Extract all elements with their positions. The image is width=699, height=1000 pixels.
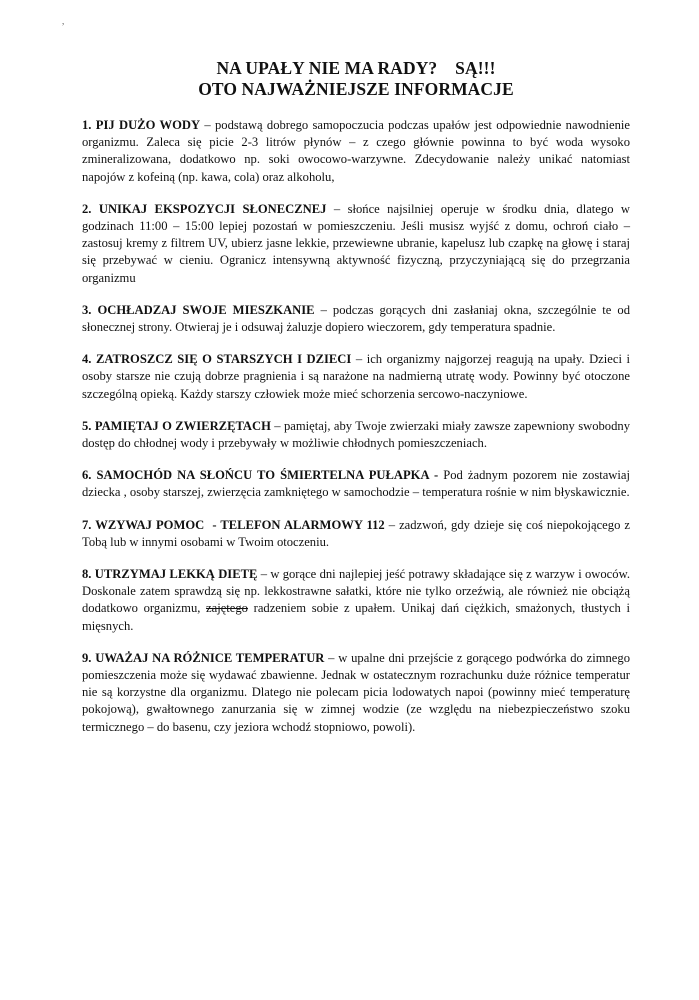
- item-heading: 1. PIJ DUŻO WODY: [82, 118, 201, 132]
- struck-word: zajętego: [206, 601, 248, 616]
- item-text: – podstawą dobrego samopoczucia podczas upałów jest odpowiednie nawodnienie organizmu. Zaleca się picie 2-3 litrów płynów – z czego głównie powinna to być woda wysoko zmineralizowana, dodatkowo np. soki owocowo-warzywne. Zdecydowanie należy unikać natomiast napojów z kofeiną (np. kawa, cola) oraz alkoholu,: [82, 118, 630, 184]
- item-heading: 9. UWAŻAJ NA RÓŻNICE TEMPERATUR: [82, 650, 325, 665]
- list-item-8: [82, 566, 630, 635]
- item-text: – podczas gorących dni zasłaniaj okna, szczególnie te od słonecznej strony. Otwieraj je i odsuwaj żaluzje dopiero wieczorem, gdy temperatura spadnie.: [82, 302, 630, 335]
- corner-mark: ,: [62, 16, 65, 26]
- list-item-3: [82, 302, 630, 336]
- item-heading: 4. ZATROSZCZ SIĘ O STARSZYCH I DZIECI: [82, 352, 352, 367]
- list-item-9: [82, 650, 630, 736]
- item-heading: 6. SAMOCHÓD NA SŁOŃCU TO ŚMIERTELNA PUŁAPKA -: [82, 468, 439, 483]
- list-item-6: [82, 467, 630, 501]
- item-text: – w upalne dni przejście z gorącego podwórka do zimnego pomieszczenia może się wydawać zbawienne. Jednak w ostatecznym rozrachunku duże różnice temperatur nie są korzystne dla organizmu. Dlatego nie polecam picia lodowatych napoi (powinny mieć temperaturę pokojową), gwałtownego zanurzania się w zimnej wodzie (ze względu na niebezpieczeństwo szoku termicznego – do basenu, czy jeziora wchodź stopniowo, powoli).: [82, 650, 630, 734]
- item-text: – ich organizmy najgorzej reagują na upały. Dzieci i osoby starsze nie czują dobrze pragnienia i są narażone na nadmierną utratę wody. Powinny być otoczone szczególną opieką. Każdy starszy człowiek może mieć schorzenia sercowo-naczyniowe.: [82, 352, 630, 401]
- title-line-2: OTO NAJWAŻNIEJSZE INFORMACJE: [198, 79, 514, 99]
- item-heading: 2. UNIKAJ EKSPOZYCJI SŁONECZNEJ: [82, 201, 327, 216]
- list-item-1: [82, 117, 630, 186]
- item-text: – w gorące dni najlepiej jeść potrawy składające się z warzyw i owoców. Doskonale zatem sprawdzą się np. lekkostrawne sałatki, które nie tylko orzeźwią, ale również nie obciążą dodatkowo organizmu,: [82, 567, 630, 616]
- item-heading: 5. PAMIĘTAJ O ZWIERZĘTACH: [82, 418, 271, 433]
- list-item-7: [82, 517, 630, 551]
- list-item-5: [82, 418, 630, 452]
- item-text: – słońce najsilniej operuje w środku dnia, dlatego w godzinach 11:00 – 15:00 lepiej pozostań w pomieszczeniu. Jeśli musisz wyjść z domu, ochroń ciało – zastosuj kremy z filtrem UV, ubierz jasne lekkie, przewiewne ubranie, kapelusz lub czapkę na głowę i staraj się przebywać w cieniu. Ogranicz intensywną aktywność fizyczną, przyczyniającą się do przegrzania organizmu: [82, 201, 630, 285]
- page-title: [82, 58, 630, 100]
- list-item-4: [82, 351, 630, 403]
- item-text: Pod żadnym pozorem nie zostawiaj dziecka , osoby starszej, zwierzęcia zamkniętego w samochodzie – temperatura rośnie w nim błyskawicznie.: [82, 468, 630, 500]
- list-item-2: [82, 201, 630, 287]
- item-heading: 3. OCHŁADZAJ SWOJE MIESZKANIE: [82, 302, 315, 317]
- item-text-after: radzeniem sobie z upałem. Unikaj dań ciężkich, smażonych, tłustych i mięsnych.: [82, 601, 630, 633]
- item-heading: 7. WZYWAJ POMOC - TELEFON ALARMOWY 112: [82, 517, 385, 532]
- item-heading: 8. UTRZYMAJ LEKKĄ DIETĘ: [82, 567, 258, 582]
- title-line-1: NA UPAŁY NIE MA RADY? SĄ!!!: [216, 58, 496, 78]
- document-page: [82, 58, 630, 736]
- item-text: – pamiętaj, aby Twoje zwierzaki miały zawsze zapewniony swobodny dostęp do chłodnej wody i przebywały w możliwie chłodnych pomieszczeniach.: [82, 418, 630, 451]
- item-text: – zadzwoń, gdy dzieje się coś niepokojącego z Tobą lub w innymi osobami w Twoim otoczeniu.: [82, 517, 630, 549]
